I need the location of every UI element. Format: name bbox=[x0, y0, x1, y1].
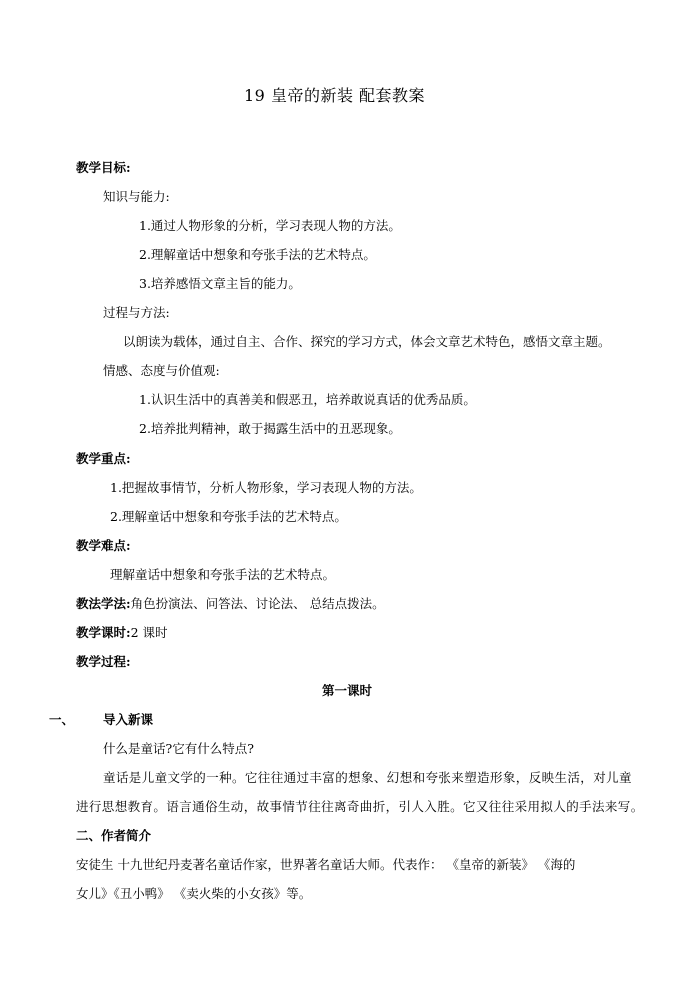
section1-paragraph-line-1: 童话是儿童文学的一种。它往往通过丰富的想象、幻想和夸张来塑造形象，反映生活，对儿童 bbox=[103, 770, 632, 785]
difficult-heading: 教学难点: bbox=[76, 538, 131, 553]
methods-text: 角色扮演法、问答法、讨论法、 总结点拨法。 bbox=[130, 596, 385, 611]
methods-line bbox=[76, 596, 385, 612]
section1-paragraph-line-2: 进行思想教育。语言通俗生动，故事情节往往离奇曲折，引人入胜。它又往往采用拟人的手法来写。 bbox=[76, 799, 644, 814]
key-points-heading: 教学重点: bbox=[76, 451, 131, 466]
knowledge-item-2: 2.理解童话中想象和夸张手法的艺术特点。 bbox=[139, 247, 376, 262]
section2-paragraph-line-2: 女儿》《丑小鸭》 《卖火柴的小女孩》等。 bbox=[76, 886, 312, 901]
knowledge-label: 知识与能力: bbox=[103, 189, 170, 204]
process-heading: 教学过程: bbox=[76, 654, 131, 669]
emotion-item-2: 2.培养批判精神，敢于揭露生活中的丑恶现象。 bbox=[139, 421, 401, 436]
hours-text: 2 课时 bbox=[130, 625, 168, 640]
section2-title: 二、作者简介 bbox=[76, 828, 152, 843]
section1-title: 导入新课 bbox=[103, 712, 154, 727]
methods-label: 教法学法: bbox=[76, 596, 131, 611]
goals-heading: 教学目标: bbox=[76, 160, 131, 175]
section1-question: 什么是童话?它有什么特点? bbox=[103, 741, 254, 756]
section1-number: 一、 bbox=[49, 712, 75, 727]
knowledge-item-1: 1.通过人物形象的分析，学习表现人物的方法。 bbox=[139, 218, 401, 233]
difficult-text: 理解童话中想象和夸张手法的艺术特点。 bbox=[110, 567, 336, 582]
lesson-title: 第一课时 bbox=[322, 683, 373, 698]
hours-label: 教学课时: bbox=[76, 625, 131, 640]
key-point-2: 2.理解童话中想象和夸张手法的艺术特点。 bbox=[110, 509, 347, 524]
process-label: 过程与方法: bbox=[103, 305, 170, 320]
section2-paragraph-line-1: 安徒生 十九世纪丹麦著名童话作家，世界著名童话大师。代表作： 《皇帝的新装》 《海的 bbox=[76, 857, 576, 872]
emotion-label: 情感、态度与价值观: bbox=[103, 363, 220, 378]
process-text: 以朗读为载体，通过自主、合作、探究的学习方式，体会文章艺术特色，感悟文章主题。 bbox=[123, 334, 611, 349]
emotion-item-1: 1.认识生活中的真善美和假恶丑，培养敢说真话的优秀品质。 bbox=[139, 392, 476, 407]
hours-line bbox=[76, 625, 168, 641]
knowledge-item-3: 3.培养感悟文章主旨的能力。 bbox=[139, 276, 301, 291]
doc-title: 19 皇帝的新装 配套教案 bbox=[244, 86, 426, 105]
key-point-1: 1.把握故事情节，分析人物形象，学习表现人物的方法。 bbox=[110, 480, 422, 495]
